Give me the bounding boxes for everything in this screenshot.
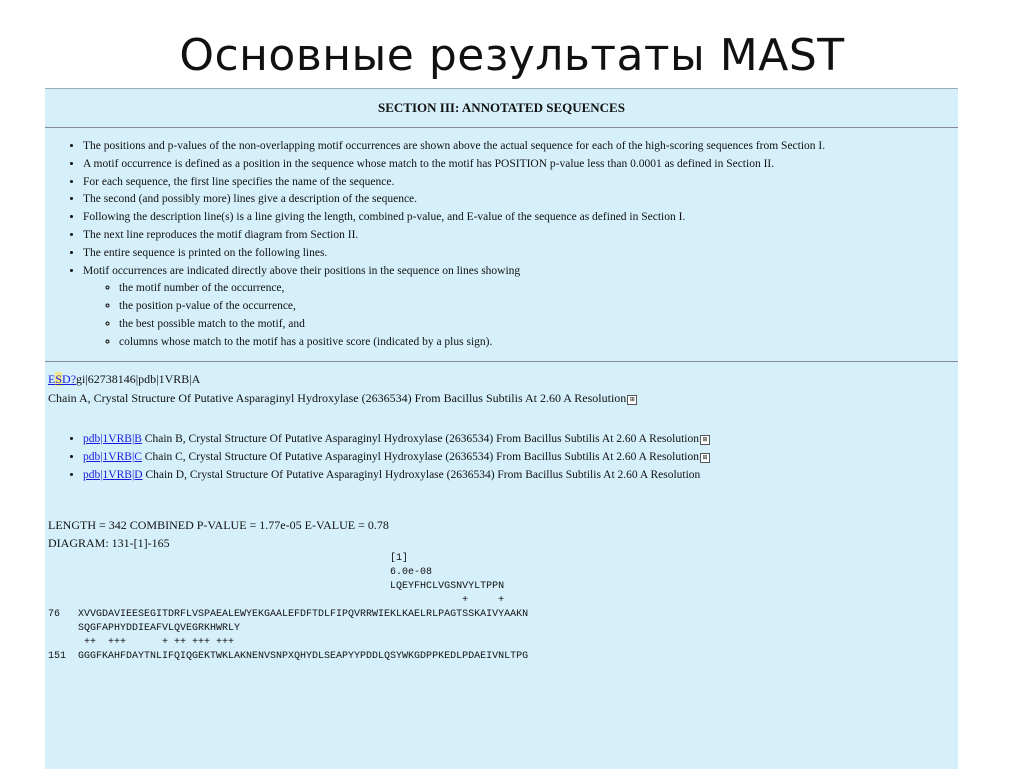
sub-list: [83, 280, 958, 351]
list-item: • For each sequence, the first line specifies the name of the sequence.: [83, 174, 958, 192]
chain-b-link[interactable]: pdb|1VRB|B: [83, 432, 142, 445]
sequence-stats: [45, 516, 958, 552]
structure-icon[interactable]: ⊞: [700, 453, 710, 463]
sequence-block-1: [1] 6.0e-08 LQEYFHCLVGSNVYLTPPN + + 76 XVVGDAVIEESEGITDRFLVSPAEALEWYEKGAALEFDFTDLFIPQVRRWIEKLKAELRLPAGTSSKAIVYAAKN: [48, 552, 529, 620]
section-title: SECTION III: ANNOTATED SEQUENCES: [45, 89, 958, 128]
list-item: • The next line reproduces the motif diagram from Section II.: [83, 227, 958, 245]
esd-link-e[interactable]: E: [48, 371, 56, 386]
sequence-description: Chain A, Crystal Structure Of Putative Asparaginyl Hydroxylase (2636534) From Bacillus Subtilis At 2.60 A Resolution: [48, 390, 627, 405]
list-item: • A motif occurrence is defined as a position in the sequence whose match to the motif has POSITION p-value less than 0.0001 as defined in Section II.: [83, 156, 958, 174]
divider: [45, 361, 958, 362]
list-item: • The entire sequence is printed on the following lines.: [83, 245, 958, 263]
list-item: • The second (and possibly more) lines give a description of the sequence.: [83, 191, 958, 209]
chain-list: [45, 430, 958, 484]
help-link[interactable]: ?: [70, 371, 77, 386]
list-item: [83, 263, 958, 352]
list-item: • Following the description line(s) is a line giving the length, combined p-value, and E-value of the sequence as defined in Section I.: [83, 209, 958, 227]
sub-list-item: ◦ the position p-value of the occurrence,: [119, 298, 958, 316]
chain-description: Chain C, Crystal Structure Of Putative Asparaginyl Hydroxylase (2636534) From Bacillus Subtilis At 2.60 A Resolution: [141, 450, 700, 463]
chain-c-link[interactable]: pdb|1VRB|C: [83, 450, 142, 463]
chain-d-link[interactable]: pdb|1VRB|D: [83, 468, 143, 481]
sequence-header: [45, 370, 958, 408]
chain-description: Chain B, Crystal Structure Of Putative Asparaginyl Hydroxylase (2636534) From Bacillus Subtilis At 2.60 A Resolution: [141, 432, 700, 445]
list-item: • The positions and p-values of the non-overlapping motif occurrences are shown above the actual sequence for each of the high-scoring sequences from Section I.: [83, 138, 958, 156]
structure-icon[interactable]: ⊞: [627, 395, 637, 405]
esd-link-d[interactable]: D: [62, 371, 71, 386]
sub-list-item: ◦ the motif number of the occurrence,: [119, 280, 958, 298]
list-item-text: Motif occurrences are indicated directly above their positions in the sequence on lines showing: [83, 264, 521, 277]
sub-list-item: ◦ the best possible match to the motif, and: [119, 316, 958, 334]
sequence-name-line: [48, 370, 958, 389]
list-item: [83, 430, 958, 448]
esd-link-s[interactable]: S: [55, 371, 63, 386]
slide-title: Основные результаты MAST: [179, 30, 845, 81]
explanation-list: [45, 138, 958, 352]
list-item: [83, 448, 958, 466]
sequence-block-2: SQGFAPHYDDIEAFVLQVEGRKHWRLY ++ +++ + ++ +++ +++ 151 GGGFKAHFDAYTNLIFQIQGEKTWKLAKNENVSNPXQHYDLSEAPYYPDDLQSYWKGDPPKEDLPDAEIVNLTPG: [48, 622, 529, 662]
sequence-description-line: [48, 389, 958, 408]
chain-description: Chain D, Crystal Structure Of Putative Asparaginyl Hydroxylase (2636534) From Bacillus Subtilis At 2.60 A Resolution: [142, 468, 701, 481]
length-pvalue-line: LENGTH = 342 COMBINED P-VALUE = 1.77e-05 E-VALUE = 0.78: [48, 517, 389, 532]
sequence-name: gi|62738146|pdb|1VRB|A: [76, 371, 201, 386]
structure-icon[interactable]: ⊞: [700, 435, 710, 445]
list-item: [83, 466, 958, 484]
mast-results-panel: [45, 88, 958, 769]
sub-list-item: ◦ columns whose match to the motif has a positive score (indicated by a plus sign).: [119, 334, 958, 352]
diagram-line: DIAGRAM: 131-[1]-165: [48, 535, 170, 550]
